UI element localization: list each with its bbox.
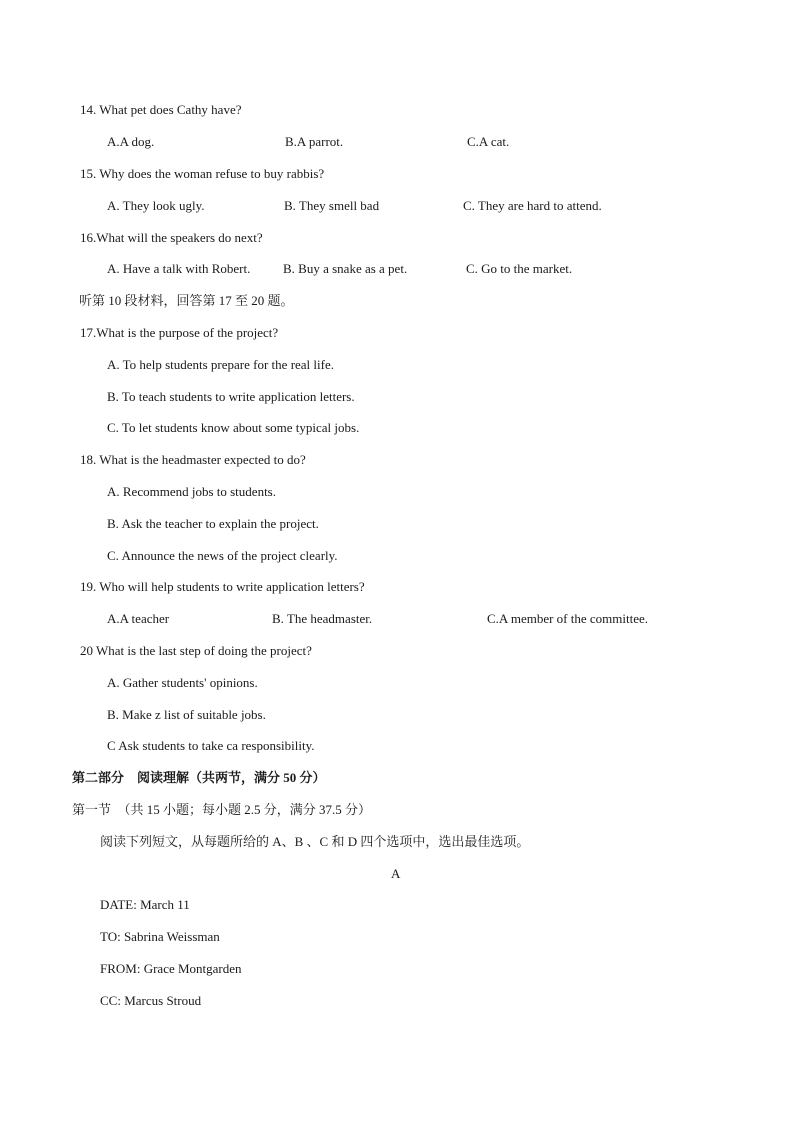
question-17-option-a: A. To help students prepare for the real life. — [107, 357, 334, 372]
question-20-option-b: B. Make z list of suitable jobs. — [107, 707, 266, 722]
question-16-option-a: A. Have a talk with Robert. — [107, 261, 251, 276]
question-20-stem: 20 What is the last step of doing the project? — [80, 643, 312, 658]
question-17-option-b: B. To teach students to write application letters. — [107, 389, 355, 404]
question-19-option-c: C.A member of the committee. — [487, 611, 649, 626]
question-18-option-c: C. Announce the news of the project clearly. — [107, 548, 338, 563]
question-15-stem: 15. Why does the woman refuse to buy rabbis? — [80, 166, 325, 181]
question-19-option-b: B. The headmaster. — [272, 611, 373, 626]
question-17-stem: 17.What is the purpose of the project? — [80, 325, 279, 340]
question-16-option-b: B. Buy a snake as a pet. — [283, 261, 408, 276]
question-14-stem: 14. What pet does Cathy have? — [80, 102, 242, 117]
memo-cc: CC: Marcus Stroud — [100, 993, 202, 1008]
reading-instruction: 阅读下列短文，从每题所给的 A、B 、C 和 D 四个选项中，选出最佳选项。 — [100, 834, 530, 849]
passage-label: A — [391, 866, 401, 881]
question-15-option-a: A. They look ugly. — [107, 198, 205, 213]
memo-from: FROM: Grace Montgarden — [100, 961, 242, 976]
question-20-option-a: A. Gather students' opinions. — [107, 675, 258, 690]
memo-to: TO: Sabrina Weissman — [100, 929, 220, 944]
question-15-option-c: C. They are hard to attend. — [463, 198, 602, 213]
question-16-option-c: C. Go to the market. — [466, 261, 573, 276]
question-18-option-b: B. Ask the teacher to explain the project. — [107, 516, 319, 531]
question-14-option-a: A.A dog. — [107, 134, 155, 149]
question-16-stem: 16.What will the speakers do next? — [80, 230, 263, 245]
question-19-option-a: A.A teacher — [107, 611, 170, 626]
question-20-option-c: C Ask students to take ca responsibility. — [107, 738, 315, 753]
part-2-heading: 第二部分 阅读理解（共两节，满分 50 分） — [72, 770, 326, 785]
question-18-option-a: A. Recommend jobs to students. — [107, 484, 276, 499]
question-15-option-b: B. They smell bad — [284, 198, 380, 213]
question-17-option-c: C. To let students know about some typical jobs. — [107, 420, 360, 435]
question-14-option-c: C.A cat. — [467, 134, 510, 149]
memo-date: DATE: March 11 — [100, 897, 190, 912]
section-1-heading: 第一节 （共 15 小题；每小题 2.5 分，满分 37.5 分） — [72, 802, 372, 817]
question-18-stem: 18. What is the headmaster expected to do? — [80, 452, 306, 467]
question-19-stem: 19. Who will help students to write application letters? — [80, 579, 365, 594]
section-10-instruction: 听第 10 段材料，回答第 17 至 20 题。 — [79, 293, 294, 308]
question-14-option-b: B.A parrot. — [285, 134, 344, 149]
